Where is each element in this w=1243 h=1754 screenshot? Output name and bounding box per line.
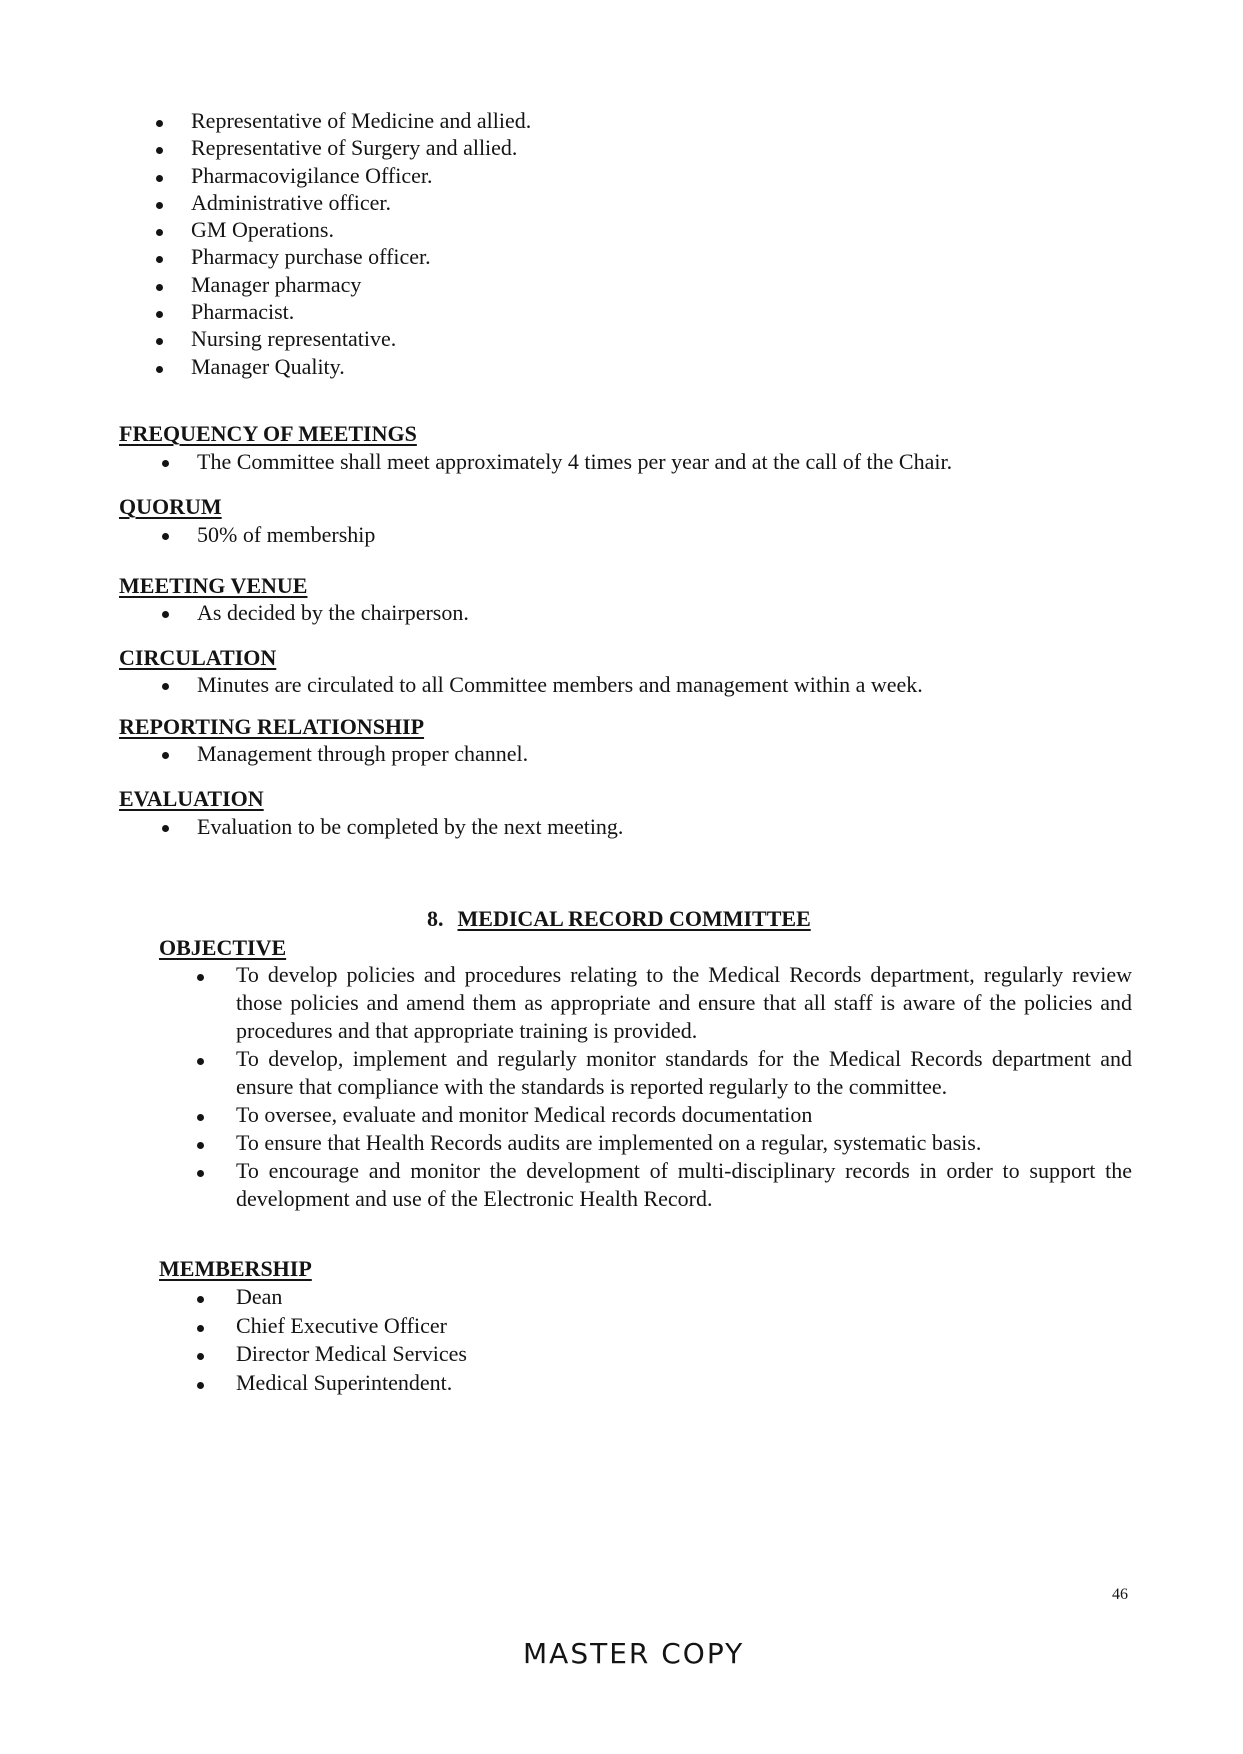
objective-item: To ensure that Health Records audits are implemented on a regular, systematic basis.: [196, 1129, 1132, 1157]
quorum-heading: QUORUM: [119, 494, 222, 519]
list-item: Manager pharmacy: [156, 271, 856, 298]
list-item: Representative of Medicine and allied.: [156, 107, 856, 134]
committee-title: [427, 906, 811, 932]
objective-item: To encourage and monitor the development of multi-disciplinary records in order to support the development and use of the Electronic Health Record.: [196, 1157, 1132, 1213]
list-item: Evaluation to be completed by the next meeting.: [162, 812, 1162, 842]
list-item: Management through proper channel.: [162, 739, 1162, 769]
committee-name: MEDICAL RECORD COMMITTEE: [457, 906, 811, 931]
circulation-heading: CIRCULATION: [119, 645, 277, 670]
objective-item: To oversee, evaluate and monitor Medical records documentation: [196, 1101, 1132, 1129]
list-item: Dean: [196, 1283, 896, 1312]
objective-list: [196, 961, 1132, 1213]
membership-list-continued: [156, 107, 856, 380]
list-item: Director Medical Services: [196, 1340, 896, 1369]
list-item: 50% of membership: [162, 520, 1162, 550]
master-copy-stamp: MASTER COPY: [523, 1637, 745, 1670]
reporting-heading: REPORTING RELATIONSHIP: [119, 714, 425, 739]
evaluation-heading: EVALUATION: [119, 786, 264, 811]
list-item: Medical Superintendent.: [196, 1369, 896, 1398]
list-item: Representative of Surgery and allied.: [156, 134, 856, 161]
list-item: Nursing representative.: [156, 325, 856, 352]
venue-heading: MEETING VENUE: [119, 573, 308, 598]
evaluation-list: [162, 812, 1162, 842]
membership-heading: MEMBERSHIP: [159, 1256, 312, 1281]
objective-heading: OBJECTIVE: [159, 935, 287, 960]
committee-number: 8.: [427, 906, 444, 931]
list-item: As decided by the chairperson.: [162, 598, 1162, 628]
list-item: Pharmacist.: [156, 298, 856, 325]
list-item: Pharmacovigilance Officer.: [156, 162, 856, 189]
reporting-list: [162, 739, 1162, 769]
frequency-heading: FREQUENCY OF MEETINGS: [119, 421, 417, 446]
membership-list: [196, 1283, 896, 1397]
list-item: Minutes are circulated to all Committee members and management within a week.: [162, 670, 1162, 700]
venue-list: [162, 598, 1162, 628]
circulation-list: [162, 670, 1162, 700]
page-number: 46: [1112, 1586, 1128, 1603]
list-item: Manager Quality.: [156, 353, 856, 380]
list-item: Pharmacy purchase officer.: [156, 243, 856, 270]
list-item: The Committee shall meet approximately 4 times per year and at the call of the Chair.: [162, 447, 1162, 477]
frequency-list: [162, 447, 1162, 477]
list-item: Administrative officer.: [156, 189, 856, 216]
quorum-list: [162, 520, 1162, 550]
list-item: GM Operations.: [156, 216, 856, 243]
objective-item: To develop policies and procedures relating to the Medical Records department, regularly review those policies and amend them as appropriate and ensure that all staff is aware of the policies and procedures and that appropriate training is provided.: [196, 961, 1132, 1045]
objective-item: To develop, implement and regularly monitor standards for the Medical Records department and ensure that compliance with the standards is reported regularly to the committee.: [196, 1045, 1132, 1101]
list-item: Chief Executive Officer: [196, 1312, 896, 1341]
